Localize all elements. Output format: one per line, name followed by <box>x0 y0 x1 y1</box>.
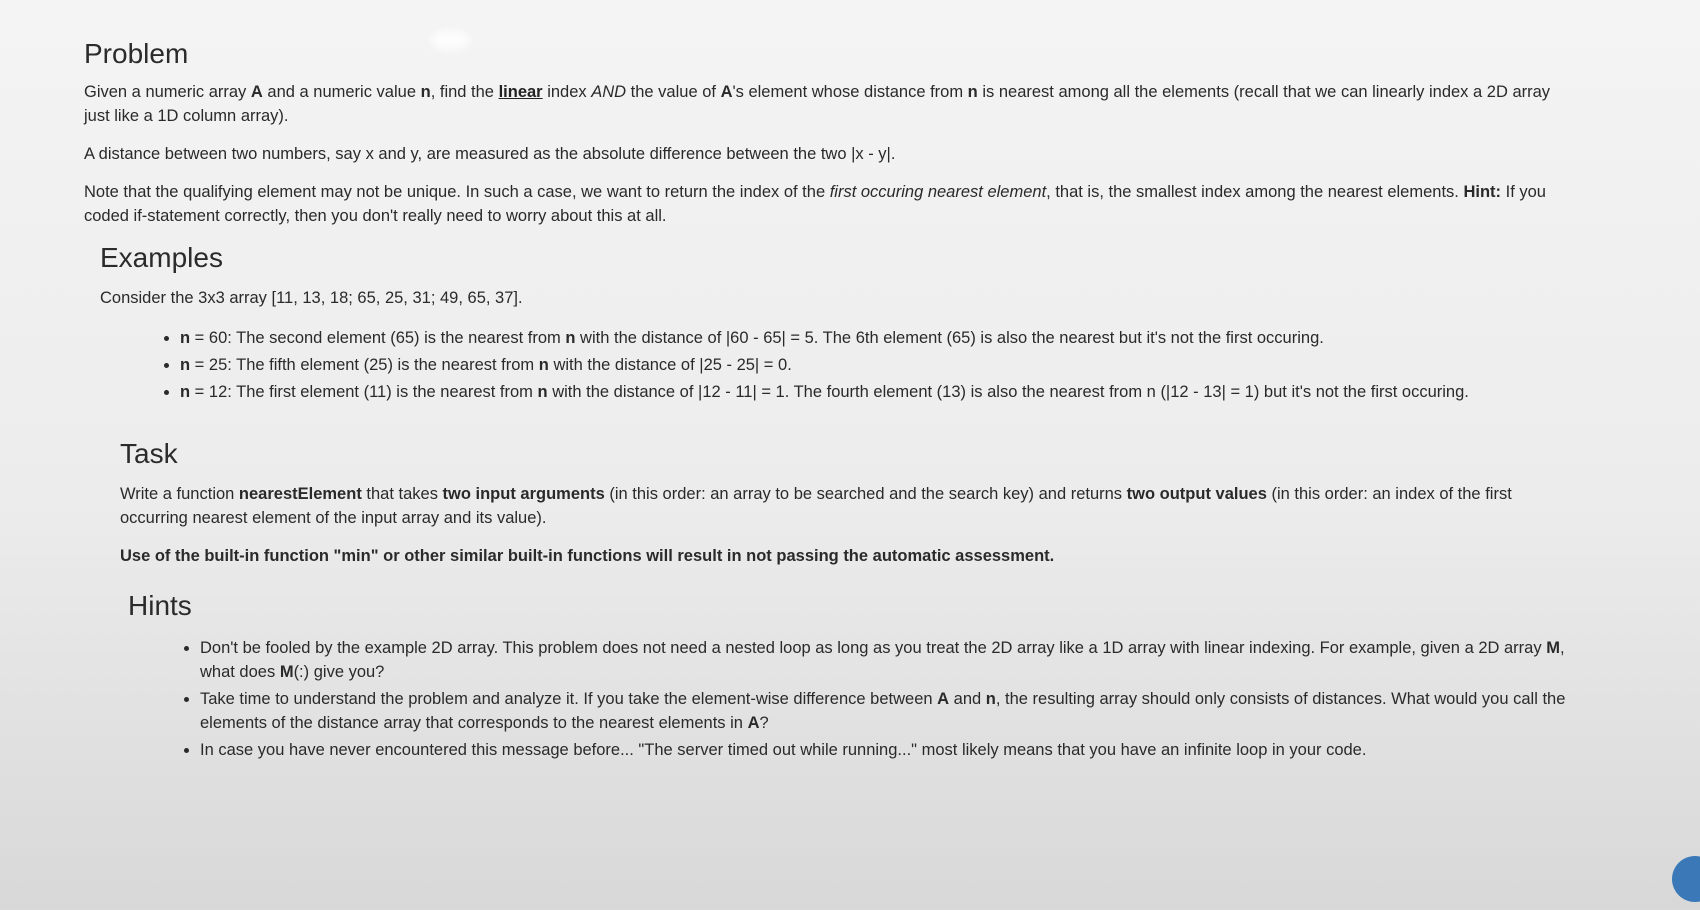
problem-paragraph-1 <box>84 80 1580 128</box>
var-A: A <box>937 690 950 708</box>
problem-paragraph-3 <box>84 180 1580 228</box>
examples-heading: Examples <box>100 242 223 273</box>
text: Don't be fooled by the example 2D array. This problem does not need a nested loop as long as you treat the 2D array like a 1D array with linear indexing. For example, given a 2D array <box>200 639 1547 657</box>
var-n: n <box>538 356 549 374</box>
text: (in this order: an array to be searched and the search key) and returns <box>604 485 1127 503</box>
linear-link[interactable]: linear <box>498 83 543 101</box>
text: , the resulting array should only consists of distances. What would you call the elements of the distance array that corresponds to the nearest elements in <box>200 690 1566 732</box>
var-n: n <box>985 690 996 708</box>
examples-section <box>100 242 1580 404</box>
text: (in this order: an index of the first occurring nearest element of the input array and its value). <box>120 485 1512 527</box>
problem-section <box>84 38 1580 228</box>
text: and a numeric value <box>262 83 421 101</box>
emphasis-and: AND <box>591 83 627 101</box>
screen-glare <box>430 30 470 50</box>
text: with the distance of |25 - 25| = 0. <box>548 356 792 374</box>
problem-paragraph-2: A distance between two numbers, say x and y, are measured as the absolute difference between the two |x - y|. <box>84 145 896 163</box>
text: and <box>949 690 986 708</box>
text: with the distance of |60 - 65| = 5. The 6th element (65) is also the nearest but it's not the first occuring. <box>575 329 1324 347</box>
text: = 60: The second element (65) is the nearest from <box>190 329 566 347</box>
text: Note that the qualifying element may not be unique. In such a case, we want to return the index of the <box>84 183 830 201</box>
var-n: n <box>180 329 191 347</box>
text: , that is, the smallest index among the nearest elements. <box>1046 183 1464 201</box>
example-item <box>180 326 1580 350</box>
text: that takes <box>361 485 443 503</box>
hint-item: • In case you have never encountered this message before... "The server timed out while running..." most likely means that you have an infinite loop in your code. <box>200 738 1580 762</box>
text: is nearest among all the elements (recall that we can linearly index a 2D array just like a 1D column array). <box>84 83 1551 125</box>
var-A: A <box>250 83 263 101</box>
text: = 12: The first element (11) is the nearest from <box>190 383 538 401</box>
var-n: n <box>180 383 191 401</box>
text: 's element whose distance from <box>732 83 968 101</box>
examples-list <box>100 326 1580 404</box>
problem-heading: Problem <box>84 38 189 69</box>
hints-heading: Hints <box>128 590 192 621</box>
corner-widget-icon[interactable] <box>1672 856 1700 902</box>
task-heading: Task <box>120 438 178 469</box>
output-values-label: two output values <box>1126 485 1267 503</box>
text: (:) give you? <box>293 663 385 681</box>
var-M: M <box>279 663 294 681</box>
hint-item <box>200 687 1580 735</box>
text: = 25: The fifth element (25) is the nearest from <box>190 356 539 374</box>
examples-intro: Consider the 3x3 array [11, 13, 18; 65, 25, 31; 49, 65, 37]. <box>100 289 523 307</box>
text: Given a numeric array <box>84 83 251 101</box>
input-args-label: two input arguments <box>442 485 605 503</box>
function-name: nearestElement <box>238 485 362 503</box>
task-warning <box>120 544 1580 568</box>
text: , what does <box>200 639 1565 681</box>
text: the value of <box>626 83 721 101</box>
hints-list <box>128 636 1580 762</box>
text: index <box>542 83 592 101</box>
warning-text: Use of the built-in function "min" or other similar built-in functions will result in not passing the automatic assessment. <box>120 547 1055 565</box>
var-A: A <box>747 714 760 732</box>
text: Take time to understand the problem and analyze it. If you take the element-wise difference between <box>200 690 938 708</box>
text: with the distance of |12 - 11| = 1. The fourth element (13) is also the nearest from n (|12 - 13| = 1) but it's not the first occuring. <box>547 383 1469 401</box>
var-n: n <box>180 356 191 374</box>
task-section <box>120 438 1580 568</box>
text: , find the <box>430 83 499 101</box>
example-item <box>180 380 1580 404</box>
emphasis-first-occuring: first occuring nearest element <box>829 183 1047 201</box>
text: If you coded if-statement correctly, then you don't really need to worry about this at all. <box>84 183 1546 225</box>
hints-section <box>128 590 1580 762</box>
var-n: n <box>420 83 431 101</box>
var-n: n <box>565 329 576 347</box>
example-item <box>180 353 1580 377</box>
hint-label: Hint: <box>1463 183 1502 201</box>
task-paragraph-1 <box>120 482 1580 530</box>
var-n: n <box>537 383 548 401</box>
text: ? <box>759 714 769 732</box>
var-M: M <box>1546 639 1560 657</box>
hint-item <box>200 636 1580 684</box>
text: Write a function <box>120 485 239 503</box>
var-A: A <box>720 83 733 101</box>
var-n: n <box>967 83 978 101</box>
